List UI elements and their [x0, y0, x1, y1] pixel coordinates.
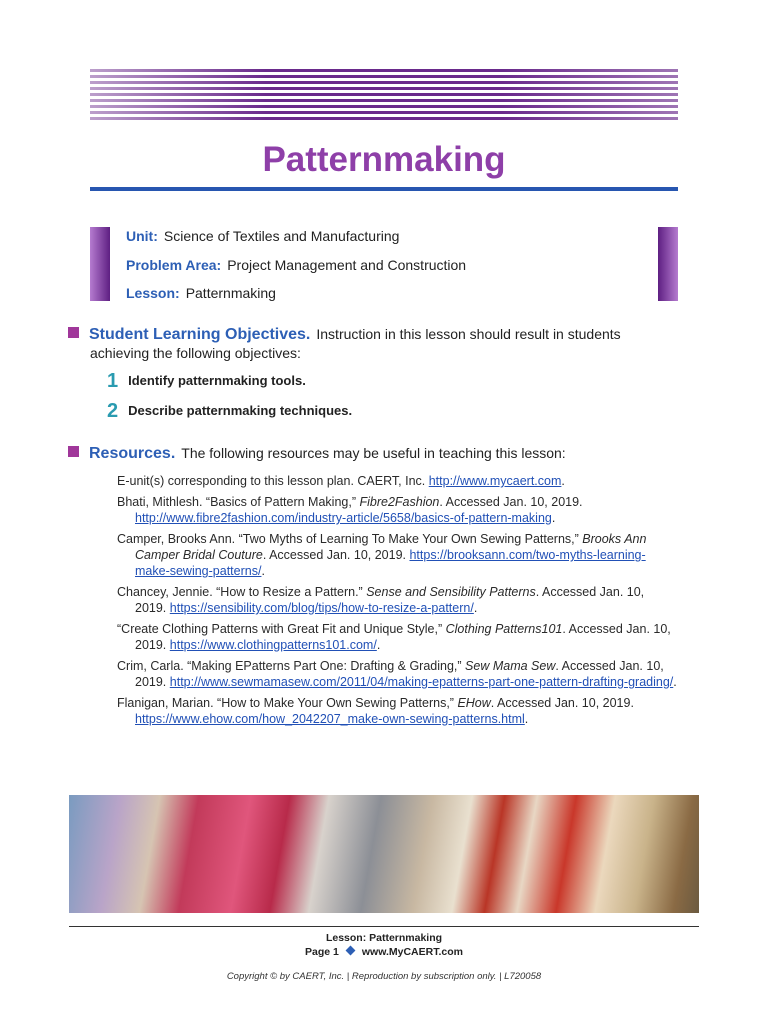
resource-text: Bhati, Mithlesh. “Basics of Pattern Making,”: [117, 495, 360, 509]
problem-area-line: [126, 257, 466, 273]
page-title: Patternmaking: [262, 140, 506, 179]
resource-text: Chancey, Jennie. “How to Resize a Pattern.”: [117, 585, 367, 599]
resource-link[interactable]: https://sensibility.com/blog/tips/how-to-resize-a-pattern/: [169, 601, 474, 615]
resource-source: EHow: [457, 696, 491, 710]
unit-value: Science of Textiles and Manufacturing: [163, 228, 400, 244]
resource-source: Brooks Ann Camper Bridal Couture: [135, 532, 647, 562]
resource-item: E-unit(s) corresponding to this lesson plan. CAERT, Inc. http://www.mycaert.com.: [117, 474, 565, 488]
resource-text: . Accessed Jan. 10, 2019.: [439, 495, 583, 509]
footer-rule: [69, 926, 699, 927]
header-stripes-banner: [90, 69, 678, 120]
resource-link[interactable]: http://www.fibre2fashion.com/industry-article/5658/basics-of-pattern-making: [135, 511, 552, 525]
objectives-section: [68, 325, 678, 362]
lesson-label: Lesson:: [126, 285, 180, 301]
objective-number: 1: [107, 370, 119, 392]
resource-text: . Accessed Jan. 10, 2019.: [135, 585, 645, 615]
resource-text: Flanigan, Marian. “How to Make Your Own Sewing Patterns,”: [117, 696, 458, 710]
textile-photo-collage: [69, 795, 699, 913]
objective-text: Identify patternmaking tools.: [128, 373, 306, 388]
resources-intro: The following resources may be useful in teaching this lesson:: [181, 445, 566, 461]
footer-page-number: Page 1: [305, 946, 339, 958]
lesson-value: Patternmaking: [185, 285, 276, 301]
objectives-heading: Student Learning Objectives.: [89, 326, 311, 343]
lesson-box-right-bar: [658, 227, 678, 301]
resource-source: Fibre2Fashion: [359, 495, 440, 509]
resource-link[interactable]: https://www.clothingpatterns101.com/: [169, 638, 377, 652]
resources-list: [117, 473, 677, 732]
resources-bullet-icon: [68, 446, 79, 457]
resource-item: Crim, Carla. “Making EPatterns Part One: Drafting & Grading,” Sew Mama Sew. Accessed Jan. 10, 2019. http://www.sewmamasew.com/2011/04/making-epatterns-part-one-pattern-drafting-grading/.: [117, 659, 677, 689]
lesson-box-left-bar: [90, 227, 110, 301]
copyright-notice: Copyright © by CAERT, Inc. | Reproduction by subscription only. | L720058: [226, 971, 542, 982]
resource-source: Clothing Patterns101: [445, 622, 563, 636]
resource-source: Sew Mama Sew: [465, 659, 556, 673]
resource-text: . Accessed Jan. 10, 2019.: [490, 696, 634, 710]
resource-source: Sense and Sensibility Patterns: [366, 585, 536, 599]
objectives-intro-2: achieving the following objectives:: [90, 345, 301, 361]
resource-text: . Accessed Jan. 10, 2019.: [262, 548, 410, 562]
resource-item: Bhati, Mithlesh. “Basics of Pattern Making,” Fibre2Fashion. Accessed Jan. 10, 2019. http://www.fibre2fashion.com/industry-article/5658/basics-of-pattern-making.: [117, 495, 583, 525]
problem-area-value: Project Management and Construction: [227, 257, 467, 273]
resource-text: Camper, Brooks Ann. “Two Myths of Learning To Make Your Own Sewing Patterns,”: [117, 532, 583, 546]
lesson-info-box: [90, 227, 678, 301]
footer-page-line: [69, 946, 699, 958]
resource-item: “Create Clothing Patterns with Great Fit and Unique Style,” Clothing Patterns101. Accessed Jan. 10, 2019. https://www.clothingpatterns101.com/.: [117, 622, 671, 652]
title-underline: [90, 187, 678, 191]
diamond-icon: [345, 946, 355, 956]
objective-number: 2: [107, 400, 119, 422]
resource-link[interactable]: http://www.mycaert.com: [428, 474, 562, 488]
footer-lesson: Lesson: Patternmaking: [325, 932, 443, 944]
resource-text: . Accessed Jan. 10, 2019.: [135, 659, 664, 689]
footer-site: www.MyCAERT.com: [361, 946, 463, 958]
objective-item: [107, 370, 306, 393]
resource-item: Chancey, Jennie. “How to Resize a Pattern.” Sense and Sensibility Patterns. Accessed Jan. 10, 2019. https://sensibility.com/blog/tips/how-to-resize-a-pattern/.: [117, 585, 645, 615]
resource-item: Camper, Brooks Ann. “Two Myths of Learning To Make Your Own Sewing Patterns,” Brooks Ann Camper Bridal Couture. Accessed Jan. 10, 2019. https://brooksann.com/two-myths-learning-make-sewing-patterns/.: [117, 532, 647, 578]
resource-link[interactable]: http://www.sewmamasew.com/2011/04/making-epatterns-part-one-pattern-drafting-grading/: [169, 675, 674, 689]
resource-text: “Create Clothing Patterns with Great Fit and Unique Style,”: [117, 622, 446, 636]
resource-text: Crim, Carla. “Making EPatterns Part One: Drafting & Grading,”: [117, 659, 466, 673]
objectives-intro-1: Instruction in this lesson should result in students: [316, 326, 621, 342]
resources-heading: Resources.: [89, 445, 176, 462]
resources-section: [68, 444, 678, 463]
objective-text: Describe patternmaking techniques.: [128, 403, 353, 418]
unit-line: [126, 228, 399, 244]
problem-area-label: Problem Area:: [126, 257, 222, 273]
resource-text: . Accessed Jan. 10, 2019.: [135, 622, 671, 652]
resource-link[interactable]: https://brooksann.com/two-myths-learning-make-sewing-patterns/: [135, 548, 646, 578]
resource-item: Flanigan, Marian. “How to Make Your Own Sewing Patterns,” EHow. Accessed Jan. 10, 2019. https://www.ehow.com/how_2042207_make-own-sewing-patterns.html.: [117, 696, 634, 726]
lesson-line: [126, 285, 276, 301]
objectives-bullet-icon: [68, 327, 79, 338]
resource-text: E-unit(s) corresponding to this lesson plan. CAERT, Inc.: [117, 474, 429, 488]
unit-label: Unit:: [126, 228, 158, 244]
objective-item: [107, 400, 352, 423]
resource-link[interactable]: https://www.ehow.com/how_2042207_make-own-sewing-patterns.html: [135, 712, 525, 726]
